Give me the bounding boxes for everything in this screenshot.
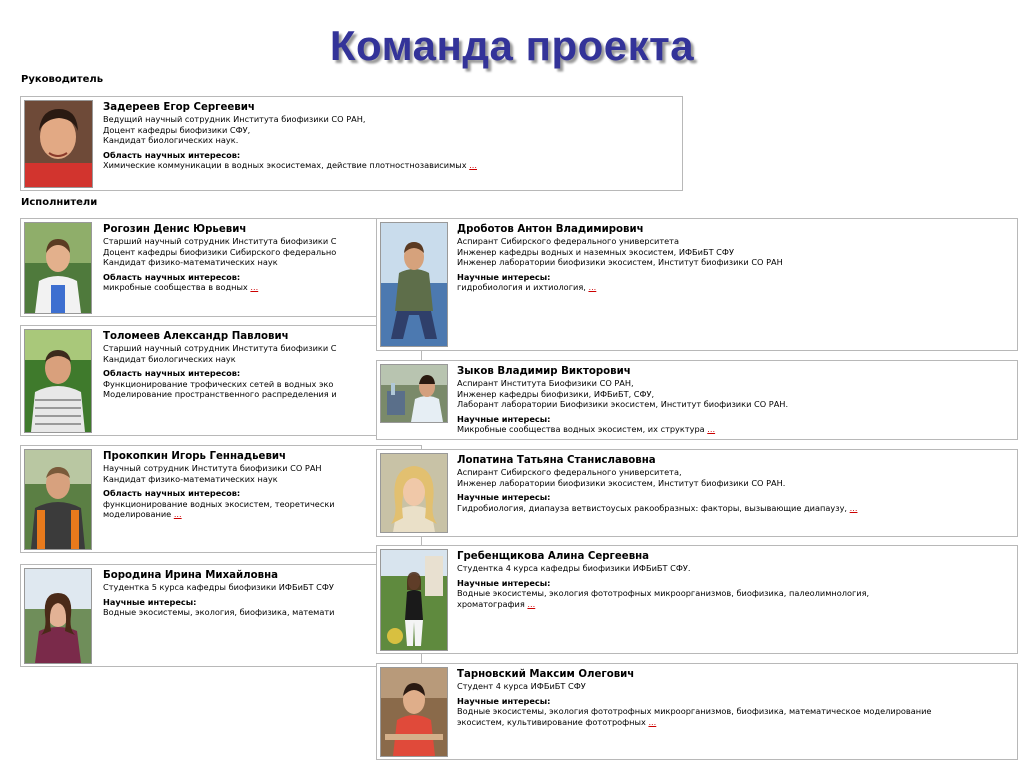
member-name: Зыков Владимир Викторович	[457, 366, 631, 377]
page-title: Команда проекта	[329, 22, 695, 69]
member-position-line: Инженер лаборатории биофизики экосистем, Институт биофизики СО РАН.	[457, 477, 786, 488]
member-card-rogozin	[20, 218, 422, 317]
member-interests-line	[457, 503, 857, 514]
member-card-prokopkin	[20, 445, 422, 553]
interests-text: хроматография	[457, 598, 525, 609]
member-interests-line: Водные экосистемы, экология, биофизика, математи	[103, 607, 335, 618]
leader-card	[20, 96, 683, 191]
member-name: Дроботов Антон Владимирович	[457, 224, 644, 235]
member-interests-line: Функционирование трофических сетей в водных эко	[103, 378, 334, 389]
member-card-tolomeev	[20, 325, 422, 436]
member-position-line: Аспирант Института Биофизики СО РАН,	[457, 378, 634, 388]
member-info	[457, 223, 783, 293]
more-link[interactable]: ...	[849, 502, 858, 513]
leader-interests-line	[103, 160, 477, 171]
member-card-lopatina	[376, 449, 1018, 537]
member-info	[457, 550, 869, 609]
member-info	[103, 569, 334, 618]
member-card-borodina	[20, 564, 422, 667]
member-photo	[380, 222, 448, 347]
member-name: Прокопкин Игорь Геннадьевич	[103, 451, 287, 462]
member-photo	[380, 453, 448, 533]
leader-section-label: Руководитель	[21, 74, 104, 85]
member-position-line: Студентка 5 курса кафедры биофизики ИФБиБТ СФУ	[103, 582, 334, 592]
more-link[interactable]: ...	[588, 282, 597, 293]
member-interests-line: Водные экосистемы, экология фототрофных микроорганизмов, биофизика, математическое моделирование	[457, 706, 932, 717]
member-interests-line: Моделирование пространственного распределения и	[103, 389, 337, 400]
member-interests-line: Водные экосистемы, экология фототрофных микроорганизмов, биофизика, палеолимнология,	[457, 588, 870, 599]
member-name: Бородина Ирина Михайловна	[103, 570, 278, 581]
member-photo	[24, 222, 92, 314]
member-name: Рогозин Денис Юрьевич	[103, 224, 247, 235]
member-photo	[380, 549, 448, 651]
member-position-line: Инженер кафедры биофизики, ИФБиБТ, СФУ,	[457, 388, 655, 399]
member-position-line: Аспирант Сибирского федерального университета,	[457, 467, 682, 477]
member-position-line: Инженер кафедры водных и наземных экосистем, ИФБиБТ СФУ	[457, 246, 734, 257]
member-name: Тарновский Максим Олегович	[457, 669, 635, 680]
leader-interests-label: Область научных интересов:	[103, 149, 241, 160]
member-photo	[24, 449, 92, 550]
more-link[interactable]: ...	[173, 509, 182, 520]
more-link[interactable]: ...	[648, 716, 657, 727]
member-name: Толомеев Александр Павлович	[103, 331, 289, 342]
member-info	[457, 365, 788, 435]
leader-name: Задереев Егор Сергеевич	[103, 102, 255, 113]
member-card-grebenshchikova	[376, 545, 1018, 654]
member-position-line: Старший научный сотрудник Института биофизики С	[103, 236, 337, 246]
member-photo	[24, 568, 92, 664]
interests-text: Химические коммуникации в водных экосистемах, действие плотностнозависимых	[103, 160, 467, 171]
member-interests-line	[457, 717, 931, 728]
member-position-line: Кандидат физико-математических наук	[103, 473, 278, 484]
member-card-drobotov	[376, 218, 1018, 351]
member-interests-label: Научные интересы:	[457, 577, 551, 588]
member-position-line: Лаборант лаборатории Биофизики экосистем, Институт биофизики СО РАН.	[457, 399, 789, 410]
member-position-line: Доцент кафедры биофизики Сибирского федерально	[103, 246, 337, 257]
interests-text: Микробные сообщества водных экосистем, их структура	[457, 424, 705, 435]
member-position-line: Аспирант Сибирского федерального университета	[457, 236, 679, 246]
member-position-line: Старший научный сотрудник Института биофизики С	[103, 343, 337, 353]
member-interests-label: Научные интересы:	[457, 695, 551, 706]
leader-position-line: Кандидат биологических наук.	[103, 135, 239, 146]
member-interests-line	[457, 599, 869, 610]
member-photo	[24, 329, 92, 433]
member-interests-label: Научные интересы:	[457, 413, 551, 424]
interests-text: гидробиология и ихтиология,	[457, 282, 586, 293]
member-position-line: Студент 4 курса ИФБиБТ СФУ	[457, 681, 586, 691]
more-link[interactable]: ...	[469, 160, 478, 171]
more-link[interactable]: ...	[527, 598, 536, 609]
member-info	[103, 330, 337, 400]
team-section-label: Исполнители	[21, 197, 98, 208]
member-card-zykov	[376, 360, 1018, 440]
leader-position-line: Доцент кафедры биофизики СФУ,	[103, 124, 251, 135]
more-link[interactable]: ...	[250, 282, 259, 293]
leader-position-line: Ведущий научный сотрудник Института биофизики СО РАН,	[103, 114, 366, 124]
member-interests-label: Научные интересы:	[103, 596, 197, 607]
leader-info	[103, 101, 477, 171]
interests-text: моделирование	[103, 509, 172, 520]
member-interests-label: Область научных интересов:	[103, 368, 241, 379]
member-name: Лопатина Татьяна Станиславовна	[457, 455, 656, 466]
interests-text: микробные сообщества в водных	[103, 282, 248, 293]
member-info	[103, 450, 335, 520]
member-card-tarnovskiy	[376, 663, 1018, 760]
member-interests-line	[103, 282, 336, 293]
member-position-line: Кандидат биологических наук	[103, 353, 236, 364]
member-position-line: Инженер лаборатории биофизики экосистем, Институт биофизики СО РАН	[457, 257, 783, 268]
member-interests-line	[457, 282, 783, 293]
interests-text: Гидробиология, диапауза ветвистоусых ракообразных: факторы, вызывающие диапаузу,	[457, 502, 848, 513]
member-interests-label: Область научных интересов:	[103, 271, 241, 282]
member-position-line: Студентка 4 курса кафедры биофизики ИФБиБТ СФУ.	[457, 563, 691, 573]
member-photo	[380, 667, 448, 757]
member-interests-line	[103, 509, 335, 520]
leader-photo	[24, 100, 93, 188]
member-info	[457, 668, 931, 727]
member-name: Гребенщикова Алина Сергеевна	[457, 551, 650, 562]
member-interests-label: Научные интересы:	[457, 271, 551, 282]
more-link[interactable]: ...	[707, 424, 716, 435]
member-info	[103, 223, 336, 293]
member-interests-line	[457, 424, 788, 435]
member-interests-label: Научные интересы:	[457, 492, 551, 503]
member-position-line: Научный сотрудник Института биофизики СО РАН	[103, 463, 322, 473]
member-interests-line: функционирование водных экосистем, теоретически	[103, 498, 335, 509]
member-interests-label: Область научных интересов:	[103, 488, 241, 499]
member-position-line: Кандидат физико-математических наук	[103, 257, 278, 268]
member-photo	[380, 364, 448, 423]
interests-text: экосистем, культивирование фототрофных	[457, 716, 646, 727]
member-info	[457, 454, 857, 513]
